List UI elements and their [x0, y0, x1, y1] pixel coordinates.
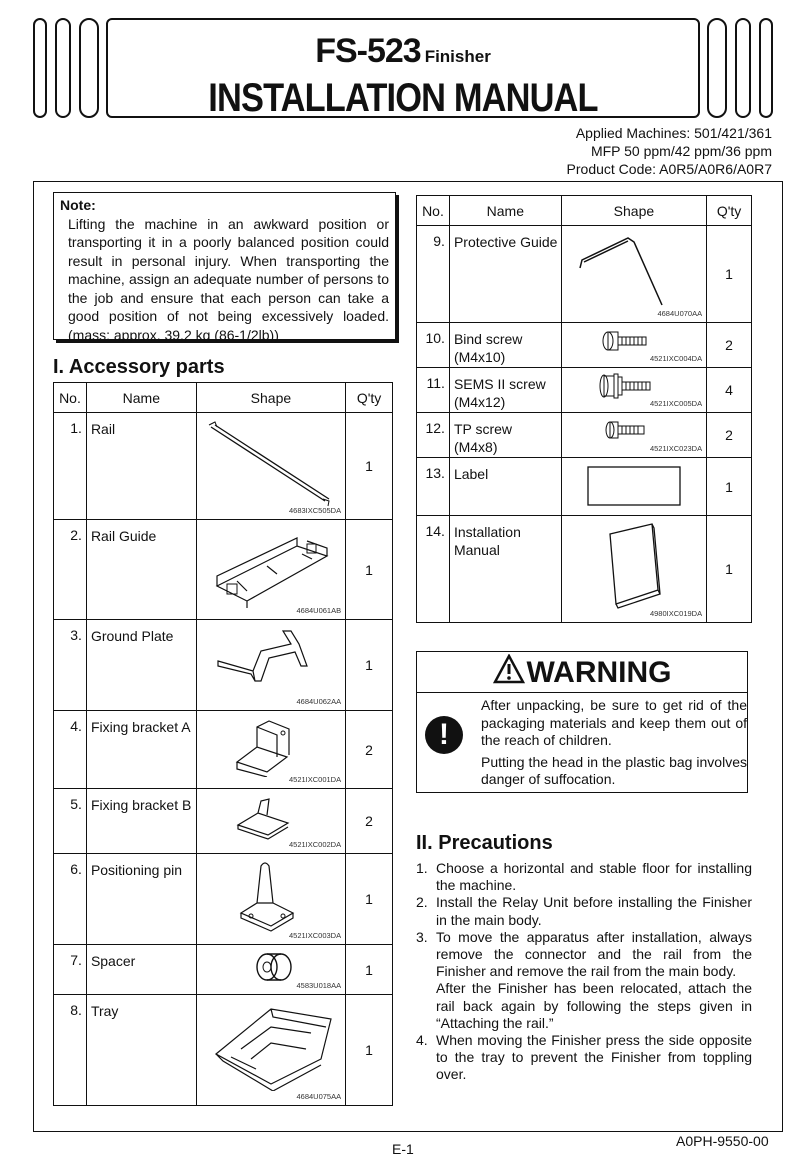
part-no: 11. — [417, 368, 450, 413]
part-code: 4521IXC002DA — [288, 840, 342, 849]
list-item — [416, 894, 752, 928]
table-row — [417, 413, 752, 458]
table-header-row — [54, 383, 393, 413]
part-qty: 1 — [346, 995, 393, 1106]
part-code: 4521IXC001DA — [288, 775, 342, 784]
label-icon — [587, 466, 681, 506]
part-qty: 2 — [707, 413, 752, 458]
part-no: 13. — [417, 458, 450, 516]
part-qty: 2 — [707, 323, 752, 368]
column-header-name: Name — [449, 196, 561, 226]
part-name: Spacer — [86, 945, 196, 995]
part-code: 4980IXC019DA — [649, 609, 703, 618]
column-header-shape: Shape — [196, 383, 345, 413]
note-body: Lifting the machine in an awkward position or transporting it in a poorly balanced position could result in personal injury. When transporting the machine, assign an adequate number of persons to the job and ensure that each person can take a good position of not being excessively loaded. (mass: approx. 39.2 kg (86-1/2lb)) — [68, 215, 389, 343]
part-qty: 1 — [346, 945, 393, 995]
part-name: TP screw (M4x8) — [449, 413, 561, 458]
part-qty: 1 — [707, 516, 752, 623]
accessory-section-title: I. Accessory parts — [53, 356, 225, 378]
part-shape — [561, 516, 706, 623]
part-no: 10. — [417, 323, 450, 368]
warning-text — [481, 697, 747, 793]
part-no: 14. — [417, 516, 450, 623]
table-row — [417, 368, 752, 413]
part-shape — [196, 620, 345, 711]
column-header-qty: Q'ty — [346, 383, 393, 413]
part-qty: 4 — [707, 368, 752, 413]
mfp-speed: MFP 50 ppm/42 ppm/36 ppm — [590, 143, 772, 159]
accessory-table-left — [53, 382, 393, 1106]
item-text: When moving the Finisher press the side opposite to the tray to prevent the Finisher from toppling over. — [436, 1032, 752, 1083]
table-row — [417, 226, 752, 323]
product-code: Product Code: A0R5/A0R6/A0R7 — [566, 161, 772, 177]
part-name: Fixing bracket B — [86, 789, 196, 854]
note-title: Note: — [60, 197, 96, 213]
part-shape — [196, 945, 345, 995]
part-no: 4. — [54, 711, 87, 789]
table-header-row — [417, 196, 752, 226]
table-row — [54, 620, 393, 711]
part-code: 4684U075AA — [296, 1092, 342, 1101]
list-item — [416, 1032, 752, 1084]
part-name: Tray — [86, 995, 196, 1106]
sems-screw-icon — [598, 372, 654, 400]
part-code: 4521IXC023DA — [649, 444, 703, 453]
warning-triangle-icon — [493, 654, 525, 695]
header-decoration-left-3 — [79, 18, 99, 118]
part-name: Protective Guide — [449, 226, 561, 323]
protective-guide-icon — [576, 230, 696, 310]
part-shape — [561, 323, 706, 368]
part-no: 1. — [54, 413, 87, 520]
ground-plate-icon — [213, 626, 323, 696]
part-name: Rail Guide — [86, 520, 196, 620]
fixing-bracket-a-icon — [227, 717, 307, 777]
part-code: 4521IXC005DA — [649, 399, 703, 408]
rail-icon — [203, 419, 343, 509]
part-code: 4521IXC003DA — [288, 931, 342, 940]
part-qty: 1 — [346, 520, 393, 620]
part-name: Rail — [86, 413, 196, 520]
part-shape — [561, 413, 706, 458]
item-text: Install the Relay Unit before installing the Finisher in the main body. — [436, 894, 752, 928]
part-code: 4684U062AA — [296, 697, 342, 706]
part-name: Fixing bracket A — [86, 711, 196, 789]
header-decoration-left-2 — [55, 18, 71, 118]
precautions-section-title: II. Precautions — [416, 832, 553, 854]
column-header-no: No. — [54, 383, 87, 413]
part-qty: 2 — [346, 711, 393, 789]
part-no: 3. — [54, 620, 87, 711]
item-text: Choose a horizontal and stable floor for installing the machine. — [436, 860, 752, 894]
part-qty: 2 — [346, 789, 393, 854]
table-row — [54, 711, 393, 789]
part-code: 4683IXC505DA — [288, 506, 342, 515]
column-header-qty: Q'ty — [707, 196, 752, 226]
part-name: Installation Manual — [449, 516, 561, 623]
part-shape — [196, 854, 345, 945]
model-suffix: Finisher — [424, 47, 491, 66]
item-number: 4. — [416, 1032, 428, 1049]
part-no: 2. — [54, 520, 87, 620]
part-no: 7. — [54, 945, 87, 995]
part-no: 5. — [54, 789, 87, 854]
accessory-table-right — [416, 195, 752, 623]
exclamation-icon: ! — [425, 716, 463, 754]
manual-booklet-icon — [606, 520, 676, 612]
warning-title: WARNING — [526, 656, 672, 689]
part-code: 4684U070AA — [657, 309, 703, 318]
part-no: 6. — [54, 854, 87, 945]
column-header-shape: Shape — [561, 196, 706, 226]
table-row — [417, 323, 752, 368]
part-qty: 1 — [707, 458, 752, 516]
part-no: 9. — [417, 226, 450, 323]
part-name: Bind screw (M4x10) — [449, 323, 561, 368]
table-row — [54, 413, 393, 520]
positioning-pin-icon — [231, 858, 311, 933]
warning-heading — [417, 652, 747, 693]
warning-para-1: After unpacking, be sure to get rid of the packaging materials and keep them out of the reach of children. — [481, 697, 747, 748]
header-decoration-right-3 — [759, 18, 773, 118]
part-shape — [196, 711, 345, 789]
table-row — [54, 789, 393, 854]
part-name: Ground Plate — [86, 620, 196, 711]
part-shape — [561, 226, 706, 323]
column-header-name: Name — [86, 383, 196, 413]
table-row — [54, 995, 393, 1106]
title-model-line — [108, 32, 698, 71]
item-number: 2. — [416, 894, 428, 911]
item-text: To move the apparatus after installation, always remove the connector and the rail from the Finisher and remove the rail from the main body. — [436, 928, 752, 980]
header-decoration-left-1 — [33, 18, 47, 118]
bind-screw-icon — [600, 329, 650, 353]
part-shape — [561, 458, 706, 516]
rail-guide-icon — [207, 526, 337, 611]
header-decoration-right-2 — [735, 18, 751, 118]
tray-icon — [211, 999, 341, 1091]
table-row — [54, 520, 393, 620]
item-extra-text: After the Finisher has been relocated, attach the rail back again by following the steps given in “Attaching the rail.” — [436, 980, 752, 1031]
part-no: 12. — [417, 413, 450, 458]
applied-machines: Applied Machines: 501/421/361 — [575, 125, 772, 141]
spacer-icon — [253, 947, 293, 985]
part-code: 4583U018AA — [296, 981, 342, 990]
page-number: E-1 — [392, 1141, 414, 1157]
part-shape — [196, 789, 345, 854]
part-qty: 1 — [346, 413, 393, 520]
table-row — [417, 516, 752, 623]
part-no: 8. — [54, 995, 87, 1106]
part-name: SEMS II screw (M4x12) — [449, 368, 561, 413]
note-box — [53, 192, 396, 343]
part-qty: 1 — [707, 226, 752, 323]
part-name: Positioning pin — [86, 854, 196, 945]
title-box — [106, 18, 700, 118]
part-shape — [561, 368, 706, 413]
column-header-no: No. — [417, 196, 450, 226]
part-qty: 1 — [346, 854, 393, 945]
table-row — [54, 854, 393, 945]
precautions-list — [416, 860, 752, 1084]
part-code: 4521IXC004DA — [649, 354, 703, 363]
table-row — [417, 458, 752, 516]
list-item — [416, 929, 752, 1032]
fixing-bracket-b-icon — [233, 795, 303, 840]
header-decoration-right-1 — [707, 18, 727, 118]
warning-box — [416, 651, 748, 793]
list-item — [416, 860, 752, 894]
model-name: FS-523 — [315, 32, 421, 70]
item-number: 1. — [416, 860, 428, 876]
part-qty: 1 — [346, 620, 393, 711]
document-code: A0PH-9550-00 — [676, 1133, 769, 1149]
warning-para-2: Putting the head in the plastic bag involves danger of suffocation. — [481, 753, 747, 787]
part-shape — [196, 413, 345, 520]
page-title: INSTALLATION MANUAL — [208, 76, 598, 120]
part-name: Label — [449, 458, 561, 516]
part-shape — [196, 520, 345, 620]
item-number: 3. — [416, 928, 428, 945]
applied-machines-block — [567, 124, 772, 178]
part-code: 4684U061AB — [296, 606, 342, 615]
part-shape — [196, 995, 345, 1106]
table-row — [54, 945, 393, 995]
tp-screw-icon — [604, 419, 648, 441]
